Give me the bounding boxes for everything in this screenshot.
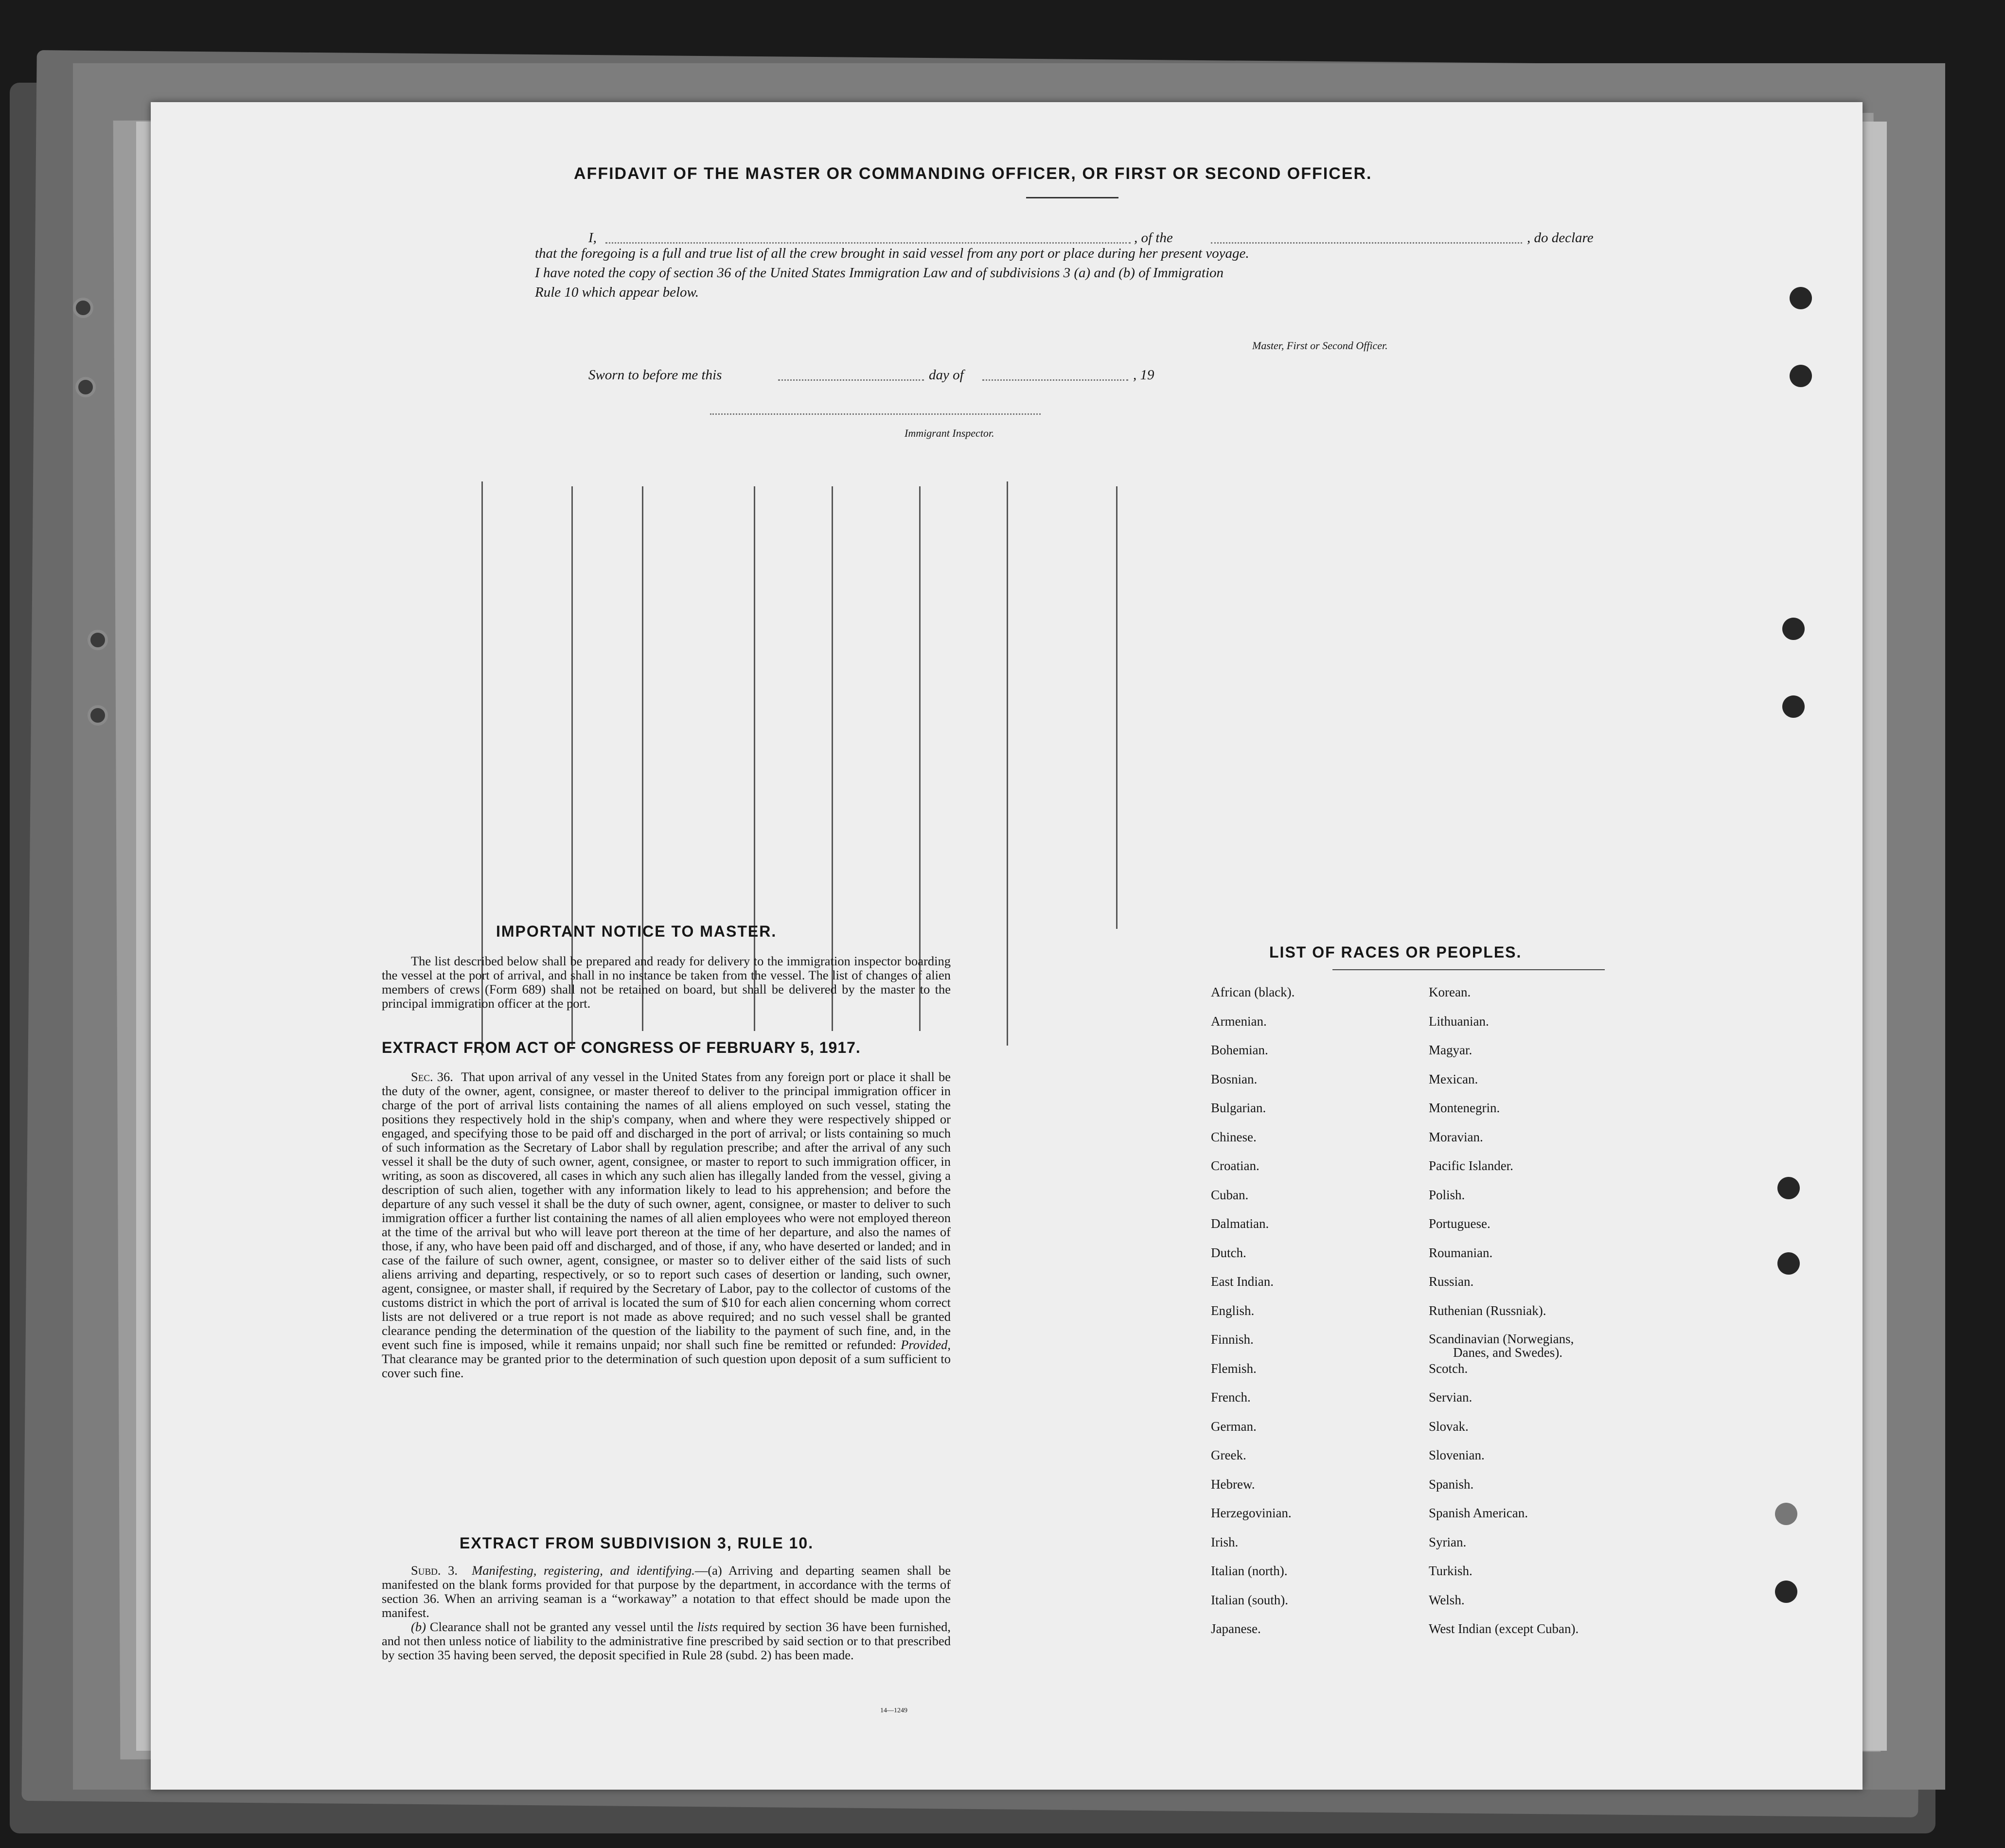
sworn-label: Sworn to before me this: [588, 367, 722, 383]
races-title-rule: [1332, 969, 1605, 970]
race-item: Pacific Islander.: [1429, 1158, 1513, 1173]
race-item: Syrian.: [1429, 1534, 1467, 1549]
column-rule: [1116, 486, 1118, 929]
column-rule: [754, 486, 755, 1031]
binder-hole: [73, 298, 93, 318]
race-item: Scotch.: [1429, 1361, 1468, 1376]
race-item: Dutch.: [1211, 1245, 1246, 1260]
race-item: Magyar.: [1429, 1043, 1473, 1057]
punch-hole: [1790, 365, 1812, 387]
race-item: Servian.: [1429, 1390, 1473, 1404]
para-b-start: Clearance shall not be granted any vessel until the: [429, 1619, 693, 1634]
year-label: , 19: [1133, 367, 1154, 383]
race-item: Chinese.: [1211, 1129, 1257, 1144]
race-item: [1429, 1332, 1579, 1361]
affidavit-i: I,: [588, 230, 597, 246]
sec-36-body: That upon arrival of any vessel in the United States from any foreign port or place it shall be the duty of the owner, agent, consignee, or master thereof to deliver to the principal immigration officer in charge of the port of arrival lists containing the names of all aliens employed on such vessel, stating the positions they respectively hold in the ship's company, when and where they were respectively shipped or engaged, and specifying those to be paid off and discharged in the port of arrival; or lists containing so much of such information as the Secretary of Labor shall by regulation prescribe; and after the arrival of any such vessel it shall be the duty of such owner, agent, consignee, or master to report to such immigration officer, in writing, as soon as discovered, all cases in which any such alien has illegally landed from the vessel, giving a description of such alien, together with any information likely to lead to his apprehension; and before the departure of any such vessel it shall be the duty of such owner, agent, consignee, or master to deliver to such immigration officer a further list containing the names of all alien employees who were not employed thereon at the time of the arrival but who will leave port thereon at the time of her departure, and also the names of those, if any, who have been paid off and discharged, and of those, if any, who have deserted or landed; and in case of the failure of such owner, agent, consignee, or master so to deliver either of the said lists of such aliens arriving and departing, respectively, or so to report such cases of desertion or landing, such owner, agent, consignee, or master shall, if required by the Secretary of Labor, pay to the collector of customs of the customs district in which the port of arrival is located the sum of $10 for each alien concerning whom correct lists are not delivered or a true report is not made as above required; and no such vessel shall be granted clearance pending the determination of the question of the liability to the payment of such fine, and, in the event such fine is imposed, while it remains unpaid; nor shall such fine be remitted or refunded:: [382, 1069, 951, 1352]
race-item: Spanish.: [1429, 1476, 1474, 1492]
binder-hole: [88, 630, 108, 650]
race-item: Mexican.: [1429, 1071, 1478, 1086]
notice-text: [382, 954, 951, 1011]
form-number: 14—1249: [880, 1707, 907, 1714]
notice-paragraph: The list described below shall be prepared and ready for delivery to the immigration inspector boarding the vessel at the port of arrival, and shall in no instance be taken from the vessel. The list of changes of alien members of crews (Form 689) shall not be retained on board, but shall be delivered by the master to the principal immigration officer at the port.: [382, 954, 951, 1011]
affidavit-of-the: , of the: [1134, 230, 1173, 246]
inspector-signature-blank[interactable]: [710, 413, 1041, 415]
race-item: French.: [1211, 1390, 1251, 1404]
race-item: Korean.: [1429, 985, 1471, 999]
race-item: Slovak.: [1429, 1419, 1469, 1434]
race-item: Slovenian.: [1429, 1448, 1485, 1462]
master-signature-label: Master, First or Second Officer.: [1252, 339, 1388, 352]
race-item: Irish.: [1211, 1534, 1239, 1549]
race-item: Spanish American.: [1429, 1506, 1528, 1520]
race-item: Bulgarian.: [1211, 1101, 1266, 1115]
act-extract-title: EXTRACT FROM ACT OF CONGRESS OF FEBRUARY 5, 1917.: [382, 1039, 861, 1056]
race-item: Finnish.: [1211, 1332, 1254, 1347]
races-title: LIST OF RACES OR PEOPLES.: [1269, 943, 1522, 961]
race-item: Ruthenian (Russniak).: [1429, 1303, 1546, 1318]
column-rule: [642, 486, 643, 1031]
title-rule: [1026, 197, 1118, 198]
rule-extract-title: EXTRACT FROM SUBDIVISION 3, RULE 10.: [460, 1534, 814, 1552]
race-item: Japanese.: [1211, 1621, 1261, 1636]
race-item: African (black).: [1211, 985, 1295, 999]
subd-heading: Manifesting, registering, and identifying.: [472, 1563, 695, 1578]
binder-hole: [88, 705, 108, 726]
column-rule: [1007, 481, 1008, 1046]
rule-10-text: [382, 1564, 951, 1662]
affidavit-title: AFFIDAVIT OF THE MASTER OR COMMANDING OFFICER, OR FIRST OR SECOND OFFICER.: [574, 164, 1372, 183]
race-item: Lithuanian.: [1429, 1013, 1489, 1029]
notice-title: IMPORTANT NOTICE TO MASTER.: [496, 923, 777, 940]
race-item: Moravian.: [1429, 1129, 1483, 1144]
section-36-text: [382, 1070, 951, 1380]
punch-hole: [1782, 618, 1805, 640]
race-item: Russian.: [1429, 1274, 1474, 1289]
punch-hole: [1790, 287, 1812, 309]
race-item: Dalmatian.: [1211, 1216, 1269, 1231]
race-item: Welsh.: [1429, 1592, 1465, 1607]
affidavit-line-2: that the foregoing is a full and true list of all the crew brought in said vessel from any port or place during her present voyage.: [535, 246, 1249, 261]
race-item: Cuban.: [1211, 1187, 1249, 1202]
race-item: Greek.: [1211, 1448, 1246, 1462]
race-item: Roumanian.: [1429, 1245, 1493, 1260]
subd-label: Subd. 3.: [411, 1563, 458, 1578]
race-item: Croatian.: [1211, 1158, 1260, 1173]
race-item: English.: [1211, 1303, 1255, 1318]
day-of-label: day of: [929, 367, 964, 383]
affidavit-line-4: Rule 10 which appear below.: [535, 284, 699, 300]
race-item: Flemish.: [1211, 1361, 1257, 1376]
punch-hole: [1777, 1252, 1800, 1275]
race-item: Italian (south).: [1211, 1592, 1288, 1607]
race-item: East Indian.: [1211, 1274, 1274, 1289]
para-b-lists: lists: [697, 1619, 718, 1634]
punch-hole: [1775, 1503, 1797, 1525]
para-b-end: required by section 36 have been furnished, and not then unless notice of liability to the administrative fine prescribed by said section or to that prescribed by section 35 having been served, the deposit specified in Rule 28 (subd. 2) has been made.: [382, 1619, 951, 1662]
affidavit-line-3: I have noted the copy of section 36 of the United States Immigration Law and of subdivisions 3 (a) and (b) of Immigration: [535, 265, 1224, 281]
races-column-2: [1429, 985, 1579, 1651]
punch-hole: [1775, 1581, 1797, 1603]
binder-hole: [75, 377, 96, 397]
affidavit-declare: , do declare: [1527, 230, 1594, 246]
form-page: [151, 102, 1863, 1790]
provided-word: Provided,: [901, 1337, 951, 1352]
race-item: Herzegovinian.: [1211, 1506, 1292, 1520]
race-item: Polish.: [1429, 1187, 1465, 1202]
races-column-1: [1211, 985, 1295, 1651]
race-item: Hebrew.: [1211, 1476, 1255, 1492]
sec-label: Sec. 36.: [411, 1069, 453, 1084]
column-rule: [919, 486, 921, 1031]
race-item: Italian (north).: [1211, 1564, 1288, 1578]
race-item: West Indian (except Cuban).: [1429, 1621, 1579, 1636]
race-item-scandinavian: Scandinavian (Norwegians,: [1429, 1332, 1574, 1346]
race-item: Montenegrin.: [1429, 1101, 1500, 1115]
race-item-scandinavian-cont: Danes, and Swedes).: [1453, 1345, 1562, 1360]
sworn-month-blank[interactable]: [982, 379, 1128, 381]
race-item: Portuguese.: [1429, 1216, 1490, 1231]
sworn-day-blank[interactable]: [778, 379, 924, 381]
punch-hole: [1777, 1177, 1800, 1199]
sec-36-end: That clearance may be granted prior to the determination of such question upon deposit of a sum sufficient to cover such fine.: [382, 1351, 951, 1380]
race-item: Turkish.: [1429, 1564, 1473, 1578]
para-b-label: (b): [411, 1619, 426, 1634]
column-rule: [832, 486, 833, 1031]
race-item: Bosnian.: [1211, 1071, 1258, 1086]
race-item: Bohemian.: [1211, 1043, 1268, 1057]
para-a: —(a) Arriving and departing seamen shall be manifested on the blank forms provided for that purpose by the department, in accordance with the terms of section 36. When an arriving seaman is a “workaway” a notation to that effect should be made upon the manifest.: [382, 1563, 951, 1620]
inspector-label: Immigrant Inspector.: [905, 427, 994, 439]
race-item: German.: [1211, 1419, 1257, 1434]
race-item: Armenian.: [1211, 1013, 1267, 1029]
punch-hole: [1782, 695, 1805, 718]
vessel-blank[interactable]: [1211, 242, 1522, 244]
